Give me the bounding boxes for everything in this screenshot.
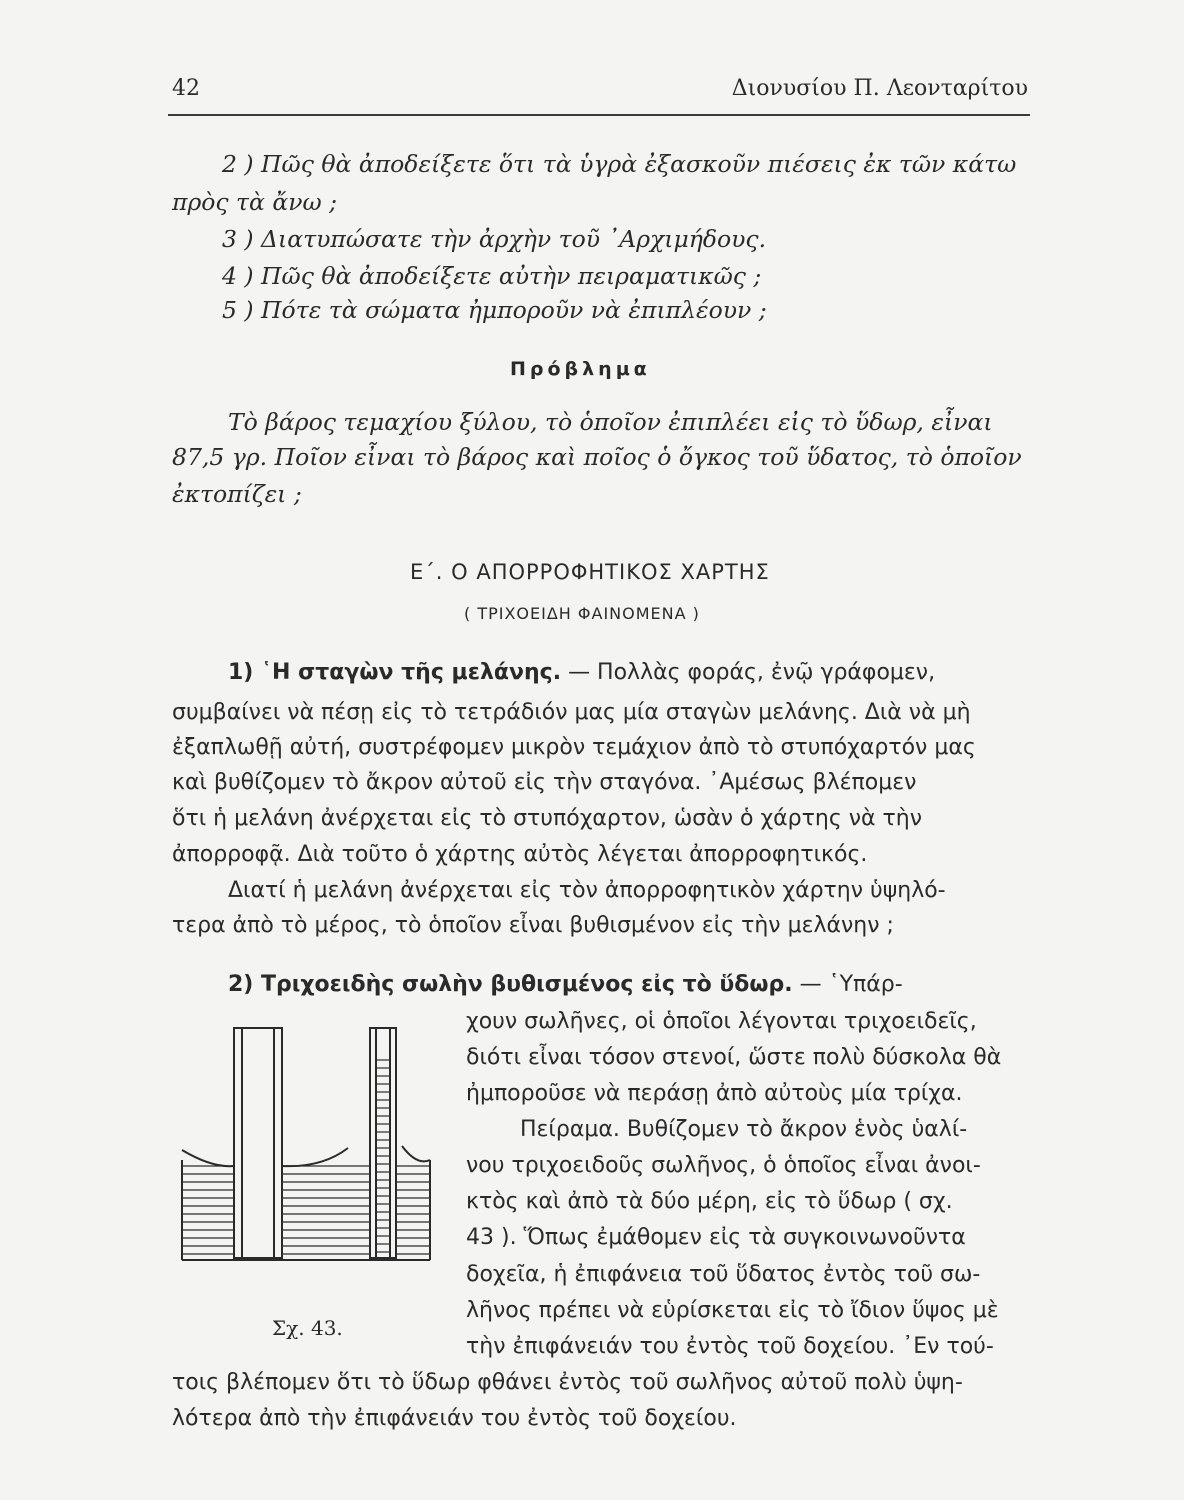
figure-caption: Σχ. 43. [272,1316,343,1340]
para1-line-5: ὅτι ἡ μελάνη ἀνέρχεται εἰς τὸ στυπόχαρτον, ὡσὰν ὁ χάρτης νὰ τὴν [172,806,922,831]
capillary-tube [370,1028,396,1258]
para2-heading: 2) Τριχοειδὴς σωλὴν βυθισμένος εἰς τὸ ὕδωρ. [228,972,793,997]
meniscus-left [182,1150,234,1166]
question-2-line-2: πρὸς τὰ ἄνω ; [172,188,338,216]
question-3: 3 ) Διατυπώσατε τὴν ἀρχὴν τοῦ ᾿Αρχιμήδους. [222,225,767,253]
para2-line-12: τοις βλέπομεν ὅτι τὸ ὕδωρ φθάνει ἐντὸς τοῦ σωλῆνος αὐτοῦ πολὺ ὑψη- [172,1370,963,1395]
question-4: 4 ) Πῶς θὰ ἀποδείξετε αὐτὴν πειραματικῶς ; [222,262,762,290]
para2-line-3: διότι εἶναι τόσον στενοί, ὥστε πολὺ δύσκολα θὰ [466,1045,1002,1070]
para2-line-8: 43 ). Ὅπως ἐμάθομεν εἰς τὰ συγκοινωνοῦντα [466,1225,966,1250]
para1-line-2: συμβαίνει νὰ πέσῃ εἰς τὸ τετράδιόν μας μία σταγὼν μελάνης. Διὰ νὰ μὴ [172,700,971,725]
meniscus-right [402,1146,430,1161]
problem-line-1: Τὸ βάρος τεμαχίου ξύλου, τὸ ὁποῖον ἐπιπλέει εἰς τὸ ὕδωρ, εἶναι [228,408,993,436]
section-title: Ε΄. Ο ΑΠΟΡΡΟΦΗΤΙΚΟΣ ΧΑΡΤΗΣ [410,560,770,584]
para2-line-4: ἠμποροῦσε νὰ περάσῃ ἀπὸ αὐτοὺς μία τρίχα. [466,1081,963,1106]
para2-line-11: τὴν ἐπιφάνειάν του ἐντὸς τοῦ δοχείου. ᾿Εν τού- [466,1334,994,1359]
para2-line-6: νου τριχοειδοῦς σωλῆνος, ὁ ὁποῖος εἶναι ἀνοι- [466,1153,981,1178]
para1-text: — Πολλὰς φοράς, ἐνῷ γράφομεν, [568,660,936,685]
meniscus-middle [282,1148,348,1166]
para2-heading-tail: — ῾Υπάρ- [799,972,903,997]
para2-line-5: Πείραμα. Βυθίζομεν τὸ ἄκρον ἑνὸς ὑαλί- [520,1117,968,1142]
running-header-author: Διονυσίου Π. Λεονταρίτου [731,76,1028,101]
para2-line-2: χουν σωλῆνες, οἱ ὁποῖοι λέγονται τριχοειδεῖς, [466,1009,977,1034]
para2-line-9: δοχεῖα, ἡ ἐπιφάνεια τοῦ ὕδατος ἐντὸς τοῦ σω- [466,1262,981,1287]
para1-line-7: Διατί ἡ μελάνη ἀνέρχεται εἰς τὸν ἀπορροφητικὸν χάρτην ὑψηλό- [228,878,946,903]
problem-title: Πρόβλημα [510,358,651,380]
problem-line-3: ἐκτοπίζει ; [172,480,302,508]
figure-capillary-tubes [172,1020,442,1290]
para1-line-4: καὶ βυθίζομεν τὸ ἄκρον αὐτοῦ εἰς τὴν σταγόνα. ᾿Αμέσως βλέπομεν [172,770,917,795]
problem-line-2: 87,5 γρ. Ποῖον εἶναι τὸ βάρος καὶ ποῖος ὁ ὄγκος τοῦ ὕδατος, τὸ ὁποῖον [172,443,1022,471]
para1-line-6: ἀπορροφᾷ. Διὰ τοῦτο ὁ χάρτης αὐτὸς λέγεται ἀπορροφητικός. [172,842,868,867]
para1-heading: 1) ῾Η σταγὼν τῆς μελάνης. [228,660,562,685]
section-subtitle: ( ΤΡΙΧΟΕΙΔΗ ΦΑΙΝΟΜΕΝΑ ) [464,604,700,623]
page-number: 42 [172,76,200,101]
question-2-line-1: 2 ) Πῶς θὰ ἀποδείξετε ὅτι τὰ ὑγρὰ ἐξασκοῦν πιέσεις ἐκ τῶν κάτω [222,150,1017,178]
para2-line-7: κτὸς καὶ ἀπὸ τὰ δύο μέρη, εἰς τὸ ὕδωρ ( σχ. [466,1189,953,1214]
header-rule [168,114,1030,116]
question-5: 5 ) Πότε τὰ σώματα ἠμποροῦν νὰ ἐπιπλέουν ; [222,296,767,324]
para1-line-3: ἐξαπλωθῇ αὐτή, συστρέφομεν μικρὸν τεμάχιον ἀπὸ τὸ στυπόχαρτόν μας [172,735,976,760]
para1-line-8: τερα ἀπὸ τὸ μέρος, τὸ ὁποῖον εἶναι βυθισμένον εἰς τὴν μελάνην ; [172,913,894,938]
para2-line-1 [228,972,903,997]
para2-line-13: λότερα ἀπὸ τὴν ἐπιφάνειάν του ἐντὸς τοῦ δοχείου. [172,1406,737,1431]
para1-line-1 [228,660,935,685]
para2-line-10: λῆνος πρέπει νὰ εὑρίσκεται εἰς τὸ ἴδιον ὕψος μὲ [466,1298,999,1323]
